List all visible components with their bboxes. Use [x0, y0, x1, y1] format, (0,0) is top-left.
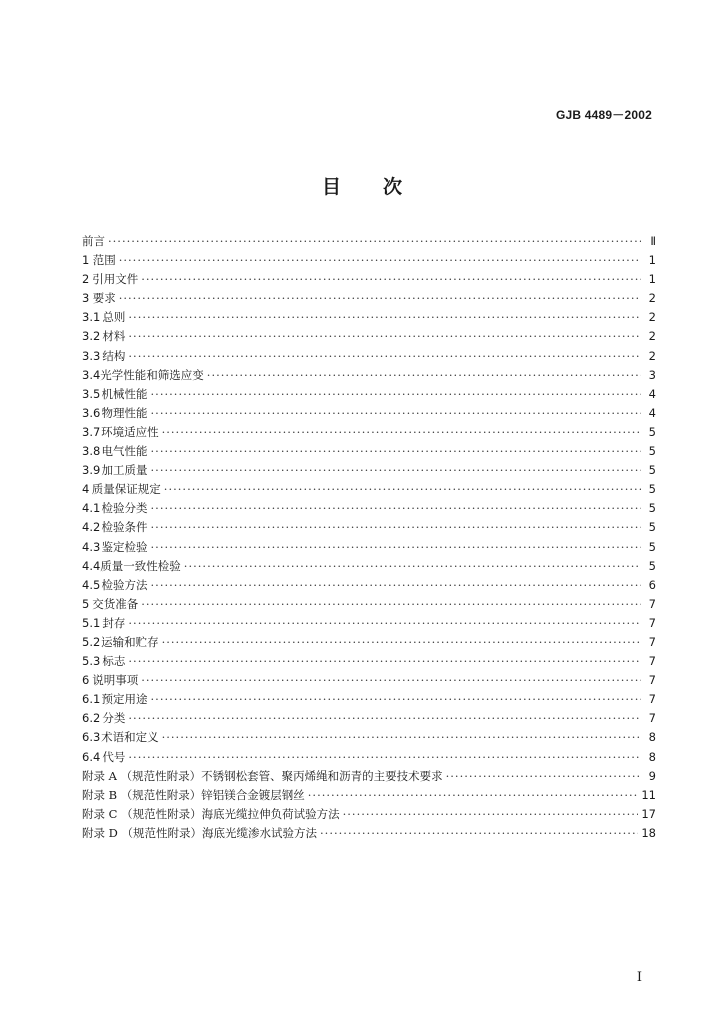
toc-entry-label: 检验条件 — [101, 520, 148, 535]
toc-title-part-2: 次 — [383, 176, 403, 198]
toc-entry-number: 3.9 — [82, 463, 101, 478]
toc-entry-label: 分类 — [102, 711, 126, 726]
toc-entry[interactable] — [82, 308, 656, 327]
toc-entry[interactable] — [82, 385, 656, 404]
toc-entry-number: 4 — [82, 482, 90, 497]
toc-appendix-entry[interactable] — [82, 805, 656, 824]
toc-entry-page: 6 — [648, 577, 656, 592]
toc-entry-number: 3 — [82, 291, 90, 306]
toc-entry-page: 4 — [648, 405, 656, 420]
toc-entry-label: 预定用途 — [101, 692, 148, 707]
toc-appendix-page: 9 — [648, 768, 656, 783]
toc-entry[interactable] — [82, 366, 656, 385]
toc-entry-page: 5 — [648, 444, 656, 459]
toc-entry-number: 4.5 — [82, 577, 101, 592]
toc-entry-page: 5 — [648, 539, 656, 554]
toc-dot-leader — [128, 652, 641, 671]
toc-dot-leader — [164, 480, 641, 499]
toc-entry-number: 6.1 — [82, 692, 101, 707]
toc-dot-leader — [207, 366, 641, 385]
toc-entry[interactable] — [82, 480, 656, 499]
toc-entry-page: 2 — [648, 310, 656, 325]
toc-entry-number: 6.3 — [82, 730, 101, 745]
toc-entry[interactable] — [82, 518, 656, 537]
toc-entry-page: 7 — [648, 654, 656, 669]
toc-entry-label: 运输和贮存 — [101, 634, 159, 649]
toc-appendix-label: 海底光缆渗水试验方法 — [202, 825, 318, 840]
toc-dot-leader — [108, 232, 641, 251]
toc-entry[interactable] — [82, 442, 656, 461]
toc-dot-leader — [151, 499, 641, 518]
toc-dot-leader — [162, 728, 641, 747]
toc-entry[interactable] — [82, 709, 656, 728]
toc-dot-leader — [128, 709, 641, 728]
toc-entry-label: 环境适应性 — [101, 424, 159, 439]
toc-entry-page: 5 — [648, 501, 656, 516]
toc-entry-page: 5 — [648, 424, 656, 439]
toc-dot-leader — [162, 423, 641, 442]
toc-dot-leader — [320, 824, 638, 843]
toc-appendix-label: 不锈钢松套管、聚丙烯绳和沥青的主要技术要求 — [201, 768, 443, 783]
toc-appendix-entry[interactable] — [82, 824, 656, 843]
toc-appendix-label: 海底光缆拉伸负荷试验方法 — [201, 806, 340, 821]
toc-dot-leader — [141, 595, 641, 614]
toc-entry-label: 封存 — [102, 615, 126, 630]
toc-entry-number: 4.1 — [82, 501, 101, 516]
toc-entry-label: 标志 — [102, 654, 126, 669]
toc-entry-label: 鉴定检验 — [101, 539, 148, 554]
toc-appendix-label: 锌铝镁合金镀层钢丝 — [201, 787, 305, 802]
toc-dot-leader — [128, 748, 641, 767]
toc-entry-page: 7 — [648, 615, 656, 630]
toc-dot-leader — [119, 289, 641, 308]
toc-entry-label: 光学性能和筛选应变 — [100, 367, 204, 382]
toc-entry[interactable] — [82, 576, 656, 595]
toc-entry[interactable] — [82, 728, 656, 747]
toc-entry[interactable] — [82, 423, 656, 442]
toc-entry-page: 7 — [648, 634, 656, 649]
toc-entry-number: 5 — [82, 596, 90, 611]
toc-entry-number: 5.2 — [82, 634, 101, 649]
toc-entry-number: 3.1 — [82, 310, 101, 325]
toc-dot-leader — [308, 786, 639, 805]
toc-entry[interactable] — [82, 614, 656, 633]
toc-entry-label: 术语和定义 — [101, 730, 159, 745]
toc-entry-page: 7 — [648, 596, 656, 611]
toc-entry-page: 7 — [648, 673, 656, 688]
document-code: GJB 4489－2002 — [556, 108, 652, 122]
toc-entry-number: 3.7 — [82, 424, 101, 439]
toc-entry-number: 4.2 — [82, 520, 101, 535]
toc-entry-page: 8 — [648, 749, 656, 764]
toc-dot-leader — [141, 671, 641, 690]
toc-entry[interactable] — [82, 347, 656, 366]
toc-entry-label: 机械性能 — [101, 386, 148, 401]
toc-entry-label: 电气性能 — [101, 444, 148, 459]
toc-entry[interactable] — [82, 461, 656, 480]
toc-entry-page: 5 — [648, 520, 656, 535]
toc-entry-page: 1 — [648, 272, 656, 287]
toc-dot-leader — [343, 805, 639, 824]
toc-dot-leader — [151, 385, 641, 404]
toc-entry[interactable] — [82, 251, 656, 270]
toc-entry-label: 结构 — [102, 348, 126, 363]
toc-appendix-prefix: 附录 D （规范性附录） — [82, 825, 203, 840]
toc-entry-label: 检验分类 — [101, 501, 148, 516]
toc-dot-leader — [151, 576, 641, 595]
toc-dot-leader — [119, 251, 641, 270]
toc-entry-label: 引用文件 — [92, 272, 139, 287]
toc-dot-leader — [151, 538, 641, 557]
toc-appendix-page: 17 — [641, 806, 656, 821]
toc-entry-page: 4 — [648, 386, 656, 401]
toc-entry-label: 总则 — [102, 310, 126, 325]
toc-entry[interactable] — [82, 404, 656, 423]
toc-entry[interactable] — [82, 595, 656, 614]
toc-entry-number: 3.2 — [82, 329, 101, 344]
toc-entry-number: 1 — [82, 253, 90, 268]
toc-entry-label: 加工质量 — [101, 463, 148, 478]
toc-entry-number: 5.3 — [82, 654, 101, 669]
toc-entry[interactable] — [82, 748, 656, 767]
toc-entry-label: 质量保证规定 — [91, 482, 161, 497]
toc-entry-number: 4.3 — [82, 539, 101, 554]
toc-entry-page: 2 — [648, 348, 656, 363]
toc-entry-page: 5 — [648, 558, 656, 573]
toc-entry-number: 3.6 — [82, 405, 101, 420]
toc-entry-page: 2 — [648, 329, 656, 344]
toc-entry-label: 范围 — [92, 253, 116, 268]
toc-entry-label: 说明事项 — [92, 673, 139, 688]
toc-entry-number: 3.5 — [82, 386, 101, 401]
toc-dot-leader — [151, 518, 641, 537]
toc-entry-page: 3 — [648, 367, 656, 382]
toc-entry[interactable] — [82, 671, 656, 690]
toc-entry[interactable] — [82, 538, 656, 557]
toc-title-part-1: 目 — [321, 176, 341, 198]
toc-entry-page: 1 — [648, 253, 656, 268]
toc-entry-label: 代号 — [102, 749, 126, 764]
toc-dot-leader — [446, 767, 641, 786]
toc-entry[interactable] — [82, 633, 656, 652]
toc-entry[interactable] — [82, 652, 656, 671]
toc-entry-label: 物理性能 — [101, 405, 148, 420]
toc-entry-page: 5 — [648, 463, 656, 478]
toc-entry[interactable] — [82, 557, 656, 576]
toc-appendix-entry[interactable] — [82, 767, 656, 786]
toc-entry[interactable] — [82, 499, 656, 518]
toc-dot-leader — [128, 614, 641, 633]
toc-entry[interactable] — [82, 690, 656, 709]
toc-entry-number: 5.1 — [82, 615, 101, 630]
toc-entry-page: 2 — [648, 291, 656, 306]
toc-entry-number: 2 — [82, 272, 90, 287]
toc-entry-page: 8 — [648, 730, 656, 745]
table-of-contents — [82, 232, 656, 843]
toc-entry-number: 6 — [82, 673, 90, 688]
toc-entry-label: 材料 — [102, 329, 126, 344]
toc-entry-number: 3.8 — [82, 444, 101, 459]
toc-entry-label: 质量一致性检验 — [100, 558, 181, 573]
toc-entry-label: 检验方法 — [101, 577, 148, 592]
toc-entry-page: 7 — [648, 692, 656, 707]
toc-entry-label: 交货准备 — [92, 596, 139, 611]
toc-dot-leader — [151, 461, 641, 480]
toc-appendix-page: 11 — [641, 787, 656, 802]
toc-dot-leader — [128, 308, 641, 327]
toc-entry-number: 4.4 — [82, 558, 101, 573]
toc-dot-leader — [128, 327, 641, 346]
toc-appendix-page: 18 — [641, 825, 656, 840]
toc-dot-leader — [141, 270, 641, 289]
toc-dot-leader — [151, 442, 641, 461]
page-number: I — [636, 970, 642, 985]
toc-dot-leader — [151, 690, 641, 709]
toc-entry-page: Ⅱ — [650, 234, 656, 248]
toc-entry-number: 3.3 — [82, 348, 101, 363]
toc-dot-leader — [184, 557, 641, 576]
toc-entry-label: 前言 — [82, 234, 105, 248]
toc-appendix-prefix: 附录 A （规范性附录） — [82, 768, 202, 783]
toc-appendix-prefix: 附录 B （规范性附录） — [82, 787, 202, 802]
toc-entry-label: 要求 — [92, 291, 116, 306]
toc-dot-leader — [162, 633, 641, 652]
toc-appendix-prefix: 附录 C （规范性附录） — [82, 806, 202, 821]
toc-entry[interactable] — [82, 289, 656, 308]
toc-title — [0, 172, 724, 199]
toc-entry-number: 6.4 — [82, 749, 101, 764]
toc-entry[interactable] — [82, 327, 656, 346]
toc-entry-number: 3.4 — [82, 367, 101, 382]
toc-entry[interactable] — [82, 270, 656, 289]
toc-entry-page: 5 — [648, 482, 656, 497]
toc-dot-leader — [128, 347, 641, 366]
toc-appendix-entry[interactable] — [82, 786, 656, 805]
toc-entry[interactable] — [82, 232, 656, 251]
toc-entry-page: 7 — [648, 711, 656, 726]
toc-dot-leader — [151, 404, 641, 423]
toc-entry-number: 6.2 — [82, 711, 101, 726]
